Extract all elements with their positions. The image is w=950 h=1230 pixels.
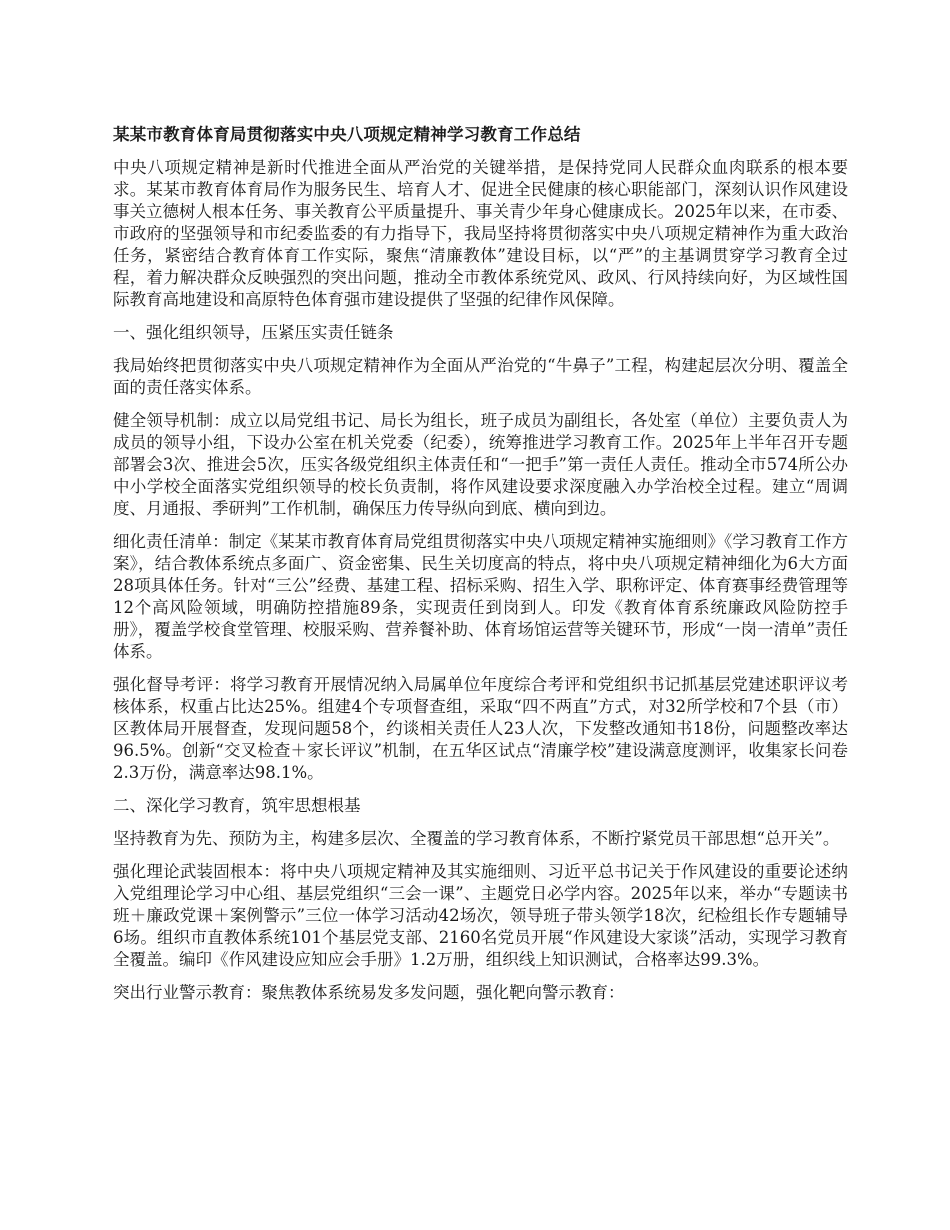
section-2-lead-paragraph: 坚持教育为先、预防为主，构建多层次、全覆盖的学习教育体系，不断拧紧党员干部思想“总开关”。 — [113, 829, 840, 848]
document-page — [113, 124, 848, 1015]
section-2-heading: 二、深化学习教育，筑牢思想根基 — [113, 796, 361, 815]
document-title: 某某市教育体育局贯彻落实中央八项规定精神学习教育工作总结 — [113, 125, 581, 144]
intro-paragraph: 中央八项规定精神是新时代推进全面从严治党的关键举措，是保持党同人民群众血肉联系的根本要求。某某市教育体育局作为服务民生、培育人才、促进全民健康的核心职能部门，深刻认识作风建设事关立德树人根本任务、事关教育公平质量提升、事关青少年身心健康成长。2025年以来，在市委、市政府的坚强领导和市纪委监委的有力指导下，我局坚持将贯彻落实中央八项规定精神作为重大政治任务，紧密结合教育体育工作实际，聚焦“清廉教体”建设目标，以“严”的主基调贯穿学习教育全过程，着力解决群众反映强烈的突出问题，推动全市教体系统党风、政风、行风持续向好，为区域性国际教育高地建设和高原特色体育强市建设提供了坚强的纪律作风保障。 — [113, 158, 848, 309]
section-1-leadership-paragraph: 健全领导机制：成立以局党组书记、局长为组长，班子成员为副组长，各处室（单位）主要负责人为成员的领导小组，下设办公室在机关党委（纪委），统筹推进学习教育工作。2025年上半年召开专题部署会3次、推进会5次，压实各级党组织主体责任和“一把手”第一责任人责任。推动全市574所公办中小学校全面落实党组织领导的校长负责制，将作风建设要求深度融入办学治校全过程。建立“周调度、月通报、季研判”工作机制，确保压力传导纵向到底、横向到边。 — [113, 411, 848, 518]
section-2-warning-paragraph: 突出行业警示教育：聚焦教体系统易发多发问题，强化靶向警示教育： — [113, 983, 625, 1002]
section-1-heading: 一、强化组织领导，压紧压实责任链条 — [113, 323, 394, 342]
section-1-supervision-paragraph: 强化督导考评：将学习教育开展情况纳入局属单位年度综合考评和党组织书记抓基层党建述职评议考核体系，权重占比达25%。组建4个专项督查组，采取“四不两直”方式，对32所学校和7个县（市）区教体局开展督查，发现问题58个，约谈相关责任人23人次，下发整改通知书18份，问题整改率达96.5%。创新“交叉检查＋家长评议”机制，在五华区试点“清廉学校”建设满意度测评，收集家长问卷2.3万份，满意率达98.1%。 — [113, 675, 848, 782]
section-1-responsibility-paragraph: 细化责任清单：制定《某某市教育体育局党组贯彻落实中央八项规定精神实施细则》《学习教育工作方案》，结合教体系统点多面广、资金密集、民生关切度高的特点，将中央八项规定精神细化为6大方面28项具体任务。针对“三公”经费、基建工程、招标采购、招生入学、职称评定、体育赛事经费管理等12个高风险领域，明确防控措施89条，实现责任到岗到人。印发《教育体育系统廉政风险防控手册》，覆盖学校食堂管理、校服采购、营养餐补助、体育场馆运营等关键环节，形成“一岗一清单”责任体系。 — [113, 532, 848, 661]
section-2-theory-paragraph: 强化理论武装固根本：将中央八项规定精神及其实施细则、习近平总书记关于作风建设的重要论述纳入党组理论学习中心组、基层党组织“三会一课”、主题党日必学内容。2025年以来，举办“专题读书班＋廉政党课＋案例警示”三位一体学习活动42场次，领导班子带头领学18次，纪检组长作专题辅导6场。组织市直教体系统101个基层党支部、2160名党员开展“作风建设大家谈”活动，实现学习教育全覆盖。编印《作风建设应知应会手册》1.2万册，组织线上知识测试，合格率达99.3%。 — [113, 862, 848, 969]
section-1-lead-paragraph: 我局始终把贯彻落实中央八项规定精神作为全面从严治党的“牛鼻子”工程，构建起层次分明、覆盖全面的责任落实体系。 — [113, 356, 848, 397]
